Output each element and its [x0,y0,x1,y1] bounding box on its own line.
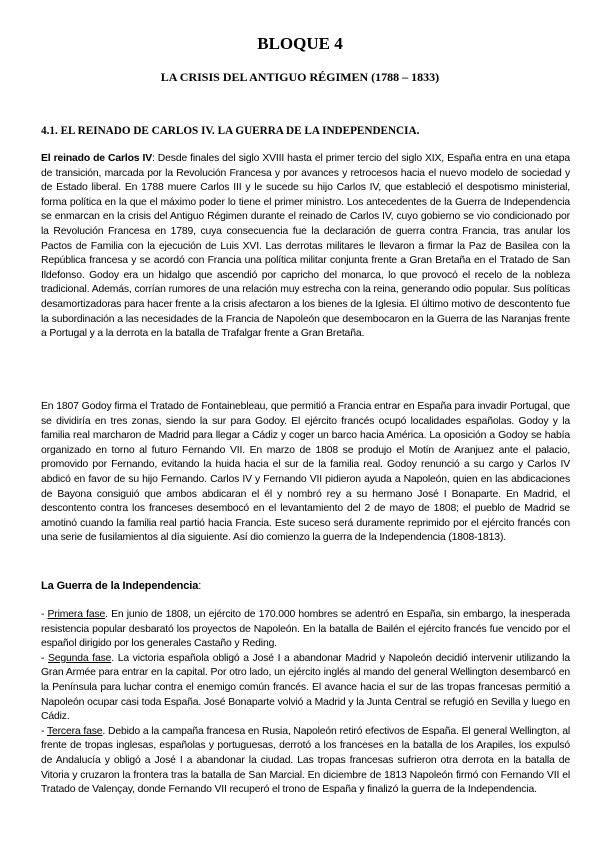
phase-item [41,725,570,798]
phase-bullet: - [41,652,48,664]
page-subtitle: LA CRISIS DEL ANTIGUO RÉGIMEN (1788 – 1833) [160,70,440,84]
paragraph-lead: El reinado de Carlos IV [41,153,152,164]
phase-text: . Debido a la campaña francesa en Rusia, Napoleón retiró efectivos de España. El general Wellington, al frente de tropas inglesas, españolas y portuguesas, derrotó a los franceses en la batalla de los Arapiles, los expulsó de Andalucía y obligó a José I a abandonar la ciudad. Las tropas francesas sufrieron otra derrota en la batalla de Vitoria y cruzaron la frontera tras la batalla de San Marcial. En diciembre de 1813 Napoleón firmó con Fernando VII el Tratado de Valençay, donde Fernando VII recuperó el trono de España y finalizó la guerra de la Independencia. [41,725,570,796]
paragraph-reinado [41,152,570,342]
paragraph-text: En 1807 Godoy firma el Tratado de Fontainebleau, que permitió a Francia entrar en España para invadir Portugal, que se dividiría en tres zonas, siendo la sur para Godoy. El ejército francés ocupó localidades españolas. Godoy y la familia real marcharon de Madrid para llegar a Cádiz y coger un barco hacia América. La oposición a Godoy se había organizado en torno al futuro Fernando VII. En marzo de 1808 se produjo el Motín de Aranjuez ante el palacio, promovido por Fernando, evitando la huida hacia el sur de la familia real. Godoy renunció a su cargo y Carlos IV abdicó en favor de su hijo Fernando. Carlos IV y Fernando VII pidieron ayuda a Napoleón, quien en las abdicaciones de Bayona consiguió que ambos abdicaran el él y nombró rey a su hermano José I Bonaparte. En Madrid, el descontento contra los franceses desembocó en el levantamiento del 2 de mayo de 1808; el pueblo de Madrid se amotinó cuando la familia real partió hacia Francia. Este suceso será duramente reprimido por el ejército francés con una serie de fusilamientos al día siguiente. Así dio comienzo la guerra de la Independencia (1808-1813). [41,401,570,544]
phase-label: Primera fase [47,609,106,620]
phase-item [41,652,570,725]
phase-label: Segunda fase [48,652,112,664]
section-heading: 4.1. EL REINADO DE CARLOS IV. LA GUERRA DE LA INDEPENDENCIA. [41,125,420,137]
phase-bullet: - [41,725,47,737]
phase-bullet: - [41,609,48,620]
page-title: BLOQUE 4 [257,34,343,53]
paragraph-fontainebleau [41,400,570,546]
paragraph-text: : Desde finales del siglo XVIII hasta el primer tercio del siglo XIX, España entra en una etapa de transición, marcada por la Revolución Francesa y por avances y retrocesos hacia el nuevo modelo de sociedad y de Estado liberal. En 1788 muere Carlos III y le sucede su hijo Carlos IV, que estableció el despotismo ministerial, forma política en la que el máximo poder lo tiene el primer ministro. Los antecedentes de la Guerra de Independencia se enmarcan en la crisis del Antiguo Régimen durante el reinado de Carlos IV, cuyo gobierno se vio condicionado por la Revolución Francesa en 1789, cuya consecuencia fue la declaración de guerra contra Francia, tras anular los Pactos de Familia con la ejecución de Luis XVI. Las derrotas militares le llevaron a firmar la Paz de Basilea con la República francesa y se acordó con Francia una política militar conjunta frente a Gran Bretaña en el Tratado de San Ildefonso. Godoy era un hidalgo que ascendió por capricho del monarca, lo que provocó el recelo de la nobleza tradicional. Además, corrían rumores de una relación muy estrecha con la reina, generando odio popular. Sus políticas desamortizadoras para hacer frente a la crisis afectaron a los bienes de la Iglesia. El último motivo de descontento fue la subordinación a las necesidades de la Francia de Napoleón que desembocaron en la Guerra de las Naranjas frente a Portugal y a la derrota en la batalla de Trafalgar frente a Gran Bretaña. [41,153,570,340]
phase-text: . En junio de 1808, un ejército de 170.000 hombres se adentró en España, sin embargo, la inesperada resistencia popular desbarató los proyectos de Napoleón. En la batalla de Bailén el ejército francés fue vencido por el español dirigido por los generales Castaño y Reding. [41,609,570,650]
subheading-guerra [41,580,201,592]
subheading-text: La Guerra de la Independencia [41,580,199,592]
phase-text: . La victoria española obligó a José I a abandonar Madrid y Napoleón decidió intervenir utilizando la Gran Armée para entrar en la capital. Por otro lado, un ejército inglés al mando del general Wellington desembarcó en la Península para luchar contra el enemigo común francés. El avance hacia el sur de las tropas francesas permitió a Napoleón ocupar casi toda España. José Bonaparte volvió a Madrid y la Junta Central se refugió en Sevilla y luego en Cádiz. [41,652,570,723]
phase-label: Tercera fase [46,725,103,737]
phases-list [41,608,570,798]
phase-item [41,608,570,652]
subheading-colon: : [198,580,202,592]
